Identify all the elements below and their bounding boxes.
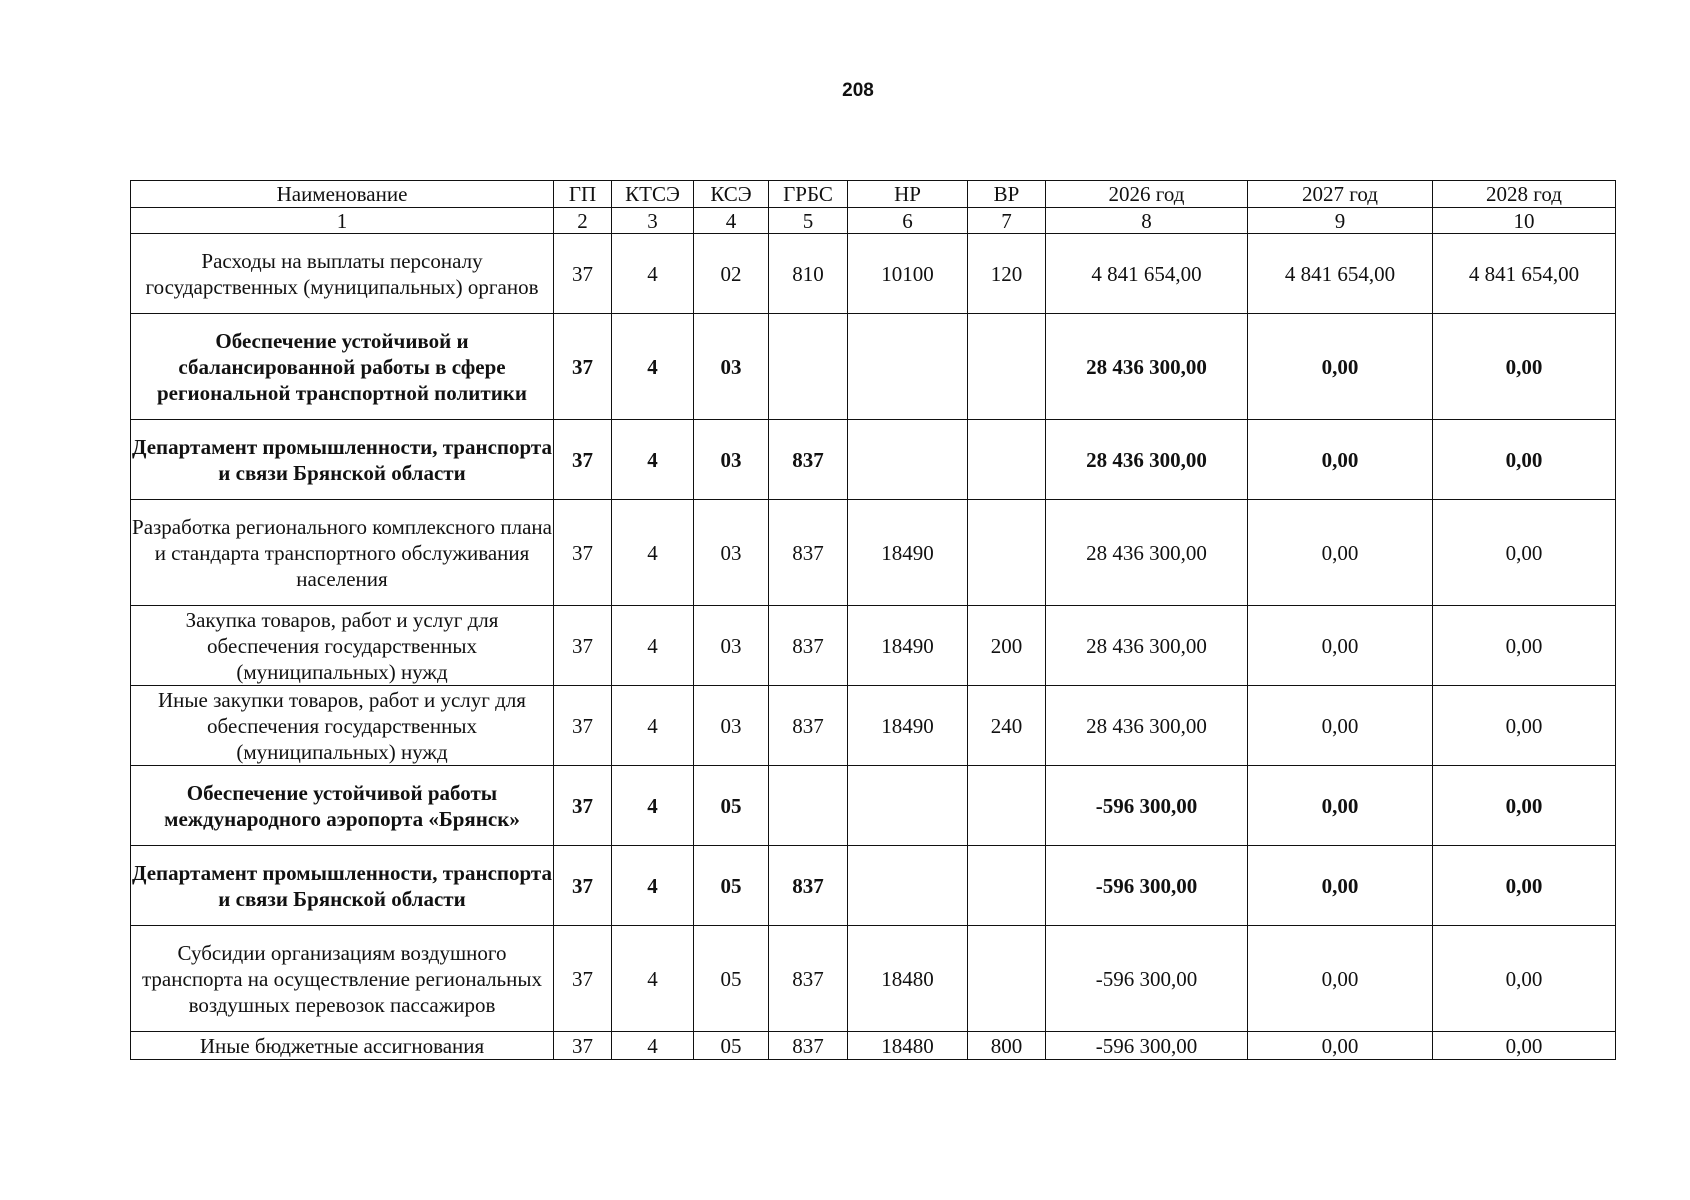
cell-kse: 05 bbox=[694, 846, 769, 926]
cell-2027: 0,00 bbox=[1248, 686, 1433, 766]
header-vr: ВР bbox=[968, 181, 1046, 208]
cell-ktse: 4 bbox=[612, 1032, 694, 1060]
cell-gp: 37 bbox=[554, 500, 612, 606]
cell-nr: 18490 bbox=[848, 500, 968, 606]
cell-kse: 03 bbox=[694, 420, 769, 500]
header-gp: ГП bbox=[554, 181, 612, 208]
cell-2028: 0,00 bbox=[1433, 846, 1616, 926]
cell-2028: 0,00 bbox=[1433, 1032, 1616, 1060]
column-number: 7 bbox=[968, 208, 1046, 234]
table-row bbox=[131, 926, 1616, 1032]
column-number: 4 bbox=[694, 208, 769, 234]
cell-vr: 240 bbox=[968, 686, 1046, 766]
cell-grbs: 837 bbox=[769, 926, 848, 1032]
column-number: 2 bbox=[554, 208, 612, 234]
cell-vr bbox=[968, 846, 1046, 926]
cell-nr bbox=[848, 420, 968, 500]
cell-gp: 37 bbox=[554, 766, 612, 846]
cell-2027: 0,00 bbox=[1248, 766, 1433, 846]
cell-nr: 18490 bbox=[848, 606, 968, 686]
cell-2026: 28 436 300,00 bbox=[1046, 314, 1248, 420]
cell-2028: 0,00 bbox=[1433, 926, 1616, 1032]
cell-kse: 03 bbox=[694, 314, 769, 420]
cell-grbs bbox=[769, 766, 848, 846]
cell-grbs bbox=[769, 314, 848, 420]
cell-ktse: 4 bbox=[612, 606, 694, 686]
cell-grbs: 837 bbox=[769, 686, 848, 766]
cell-2026: 28 436 300,00 bbox=[1046, 420, 1248, 500]
table-row bbox=[131, 1032, 1616, 1060]
cell-ktse: 4 bbox=[612, 766, 694, 846]
cell-gp: 37 bbox=[554, 846, 612, 926]
cell-kse: 03 bbox=[694, 606, 769, 686]
header-grbs: ГРБС bbox=[769, 181, 848, 208]
cell-gp: 37 bbox=[554, 926, 612, 1032]
header-2027: 2027 год bbox=[1248, 181, 1433, 208]
page-number: 208 bbox=[842, 80, 874, 101]
column-number: 3 bbox=[612, 208, 694, 234]
table-row bbox=[131, 420, 1616, 500]
cell-2026: -596 300,00 bbox=[1046, 766, 1248, 846]
cell-nr bbox=[848, 766, 968, 846]
cell-ktse: 4 bbox=[612, 314, 694, 420]
cell-2026: 28 436 300,00 bbox=[1046, 606, 1248, 686]
header-nr: НР bbox=[848, 181, 968, 208]
column-number: 6 bbox=[848, 208, 968, 234]
cell-2026: -596 300,00 bbox=[1046, 926, 1248, 1032]
row-name: Иные бюджетные ассигнования bbox=[131, 1032, 554, 1060]
column-number: 5 bbox=[769, 208, 848, 234]
cell-gp: 37 bbox=[554, 234, 612, 314]
table-row bbox=[131, 234, 1616, 314]
header-2026: 2026 год bbox=[1046, 181, 1248, 208]
cell-nr: 18480 bbox=[848, 926, 968, 1032]
table-row bbox=[131, 846, 1616, 926]
cell-2027: 0,00 bbox=[1248, 606, 1433, 686]
cell-2028: 0,00 bbox=[1433, 500, 1616, 606]
cell-kse: 03 bbox=[694, 686, 769, 766]
table-row bbox=[131, 686, 1616, 766]
cell-vr bbox=[968, 926, 1046, 1032]
cell-kse: 05 bbox=[694, 766, 769, 846]
table-row bbox=[131, 606, 1616, 686]
cell-grbs: 837 bbox=[769, 606, 848, 686]
cell-ktse: 4 bbox=[612, 500, 694, 606]
header-ktse: КТСЭ bbox=[612, 181, 694, 208]
cell-ktse: 4 bbox=[612, 420, 694, 500]
row-name: Разработка регионального комплексного плана и стандарта транспортного обслуживания населения bbox=[131, 500, 554, 606]
cell-kse: 05 bbox=[694, 926, 769, 1032]
cell-2027: 0,00 bbox=[1248, 846, 1433, 926]
row-name: Обеспечение устойчивой работы международного аэропорта «Брянск» bbox=[131, 766, 554, 846]
cell-gp: 37 bbox=[554, 686, 612, 766]
cell-2027: 0,00 bbox=[1248, 500, 1433, 606]
cell-nr: 10100 bbox=[848, 234, 968, 314]
cell-vr: 200 bbox=[968, 606, 1046, 686]
cell-gp: 37 bbox=[554, 420, 612, 500]
cell-ktse: 4 bbox=[612, 926, 694, 1032]
cell-2028: 0,00 bbox=[1433, 766, 1616, 846]
cell-2026: 28 436 300,00 bbox=[1046, 686, 1248, 766]
cell-ktse: 4 bbox=[612, 234, 694, 314]
column-number: 8 bbox=[1046, 208, 1248, 234]
cell-nr bbox=[848, 314, 968, 420]
cell-vr bbox=[968, 314, 1046, 420]
cell-kse: 03 bbox=[694, 500, 769, 606]
cell-grbs: 837 bbox=[769, 420, 848, 500]
cell-2028: 0,00 bbox=[1433, 314, 1616, 420]
table-row bbox=[131, 314, 1616, 420]
column-number: 10 bbox=[1433, 208, 1616, 234]
cell-grbs: 837 bbox=[769, 500, 848, 606]
column-number-row bbox=[131, 208, 1616, 234]
cell-2026: 28 436 300,00 bbox=[1046, 500, 1248, 606]
row-name: Иные закупки товаров, работ и услуг для обеспечения государственных (муниципальных) нужд bbox=[131, 686, 554, 766]
row-name: Расходы на выплаты персоналу государственных (муниципальных) органов bbox=[131, 234, 554, 314]
cell-2027: 0,00 bbox=[1248, 1032, 1433, 1060]
row-name: Субсидии организациям воздушного транспорта на осуществление региональных воздушных перевозок пассажиров bbox=[131, 926, 554, 1032]
cell-gp: 37 bbox=[554, 1032, 612, 1060]
cell-2027: 0,00 bbox=[1248, 314, 1433, 420]
row-name: Департамент промышленности, транспорта и связи Брянской области bbox=[131, 420, 554, 500]
cell-grbs: 810 bbox=[769, 234, 848, 314]
cell-2026: -596 300,00 bbox=[1046, 846, 1248, 926]
cell-vr: 120 bbox=[968, 234, 1046, 314]
cell-nr: 18480 bbox=[848, 1032, 968, 1060]
header-2028: 2028 год bbox=[1433, 181, 1616, 208]
cell-gp: 37 bbox=[554, 606, 612, 686]
cell-2028: 0,00 bbox=[1433, 420, 1616, 500]
header-name: Наименование bbox=[131, 181, 554, 208]
row-name: Департамент промышленности, транспорта и связи Брянской области bbox=[131, 846, 554, 926]
cell-ktse: 4 bbox=[612, 686, 694, 766]
table-row bbox=[131, 500, 1616, 606]
row-name: Закупка товаров, работ и услуг для обеспечения государственных (муниципальных) нужд bbox=[131, 606, 554, 686]
table-row bbox=[131, 766, 1616, 846]
cell-2028: 4 841 654,00 bbox=[1433, 234, 1616, 314]
cell-nr bbox=[848, 846, 968, 926]
cell-kse: 05 bbox=[694, 1032, 769, 1060]
cell-vr bbox=[968, 766, 1046, 846]
row-name: Обеспечение устойчивой и сбалансированной работы в сфере региональной транспортной политики bbox=[131, 314, 554, 420]
cell-vr bbox=[968, 500, 1046, 606]
cell-2026: 4 841 654,00 bbox=[1046, 234, 1248, 314]
cell-vr bbox=[968, 420, 1046, 500]
cell-nr: 18490 bbox=[848, 686, 968, 766]
cell-vr: 800 bbox=[968, 1032, 1046, 1060]
budget-table bbox=[130, 180, 1616, 1060]
header-kse: КСЭ bbox=[694, 181, 769, 208]
cell-kse: 02 bbox=[694, 234, 769, 314]
cell-grbs: 837 bbox=[769, 1032, 848, 1060]
column-number: 9 bbox=[1248, 208, 1433, 234]
cell-2028: 0,00 bbox=[1433, 606, 1616, 686]
cell-ktse: 4 bbox=[612, 846, 694, 926]
cell-2028: 0,00 bbox=[1433, 686, 1616, 766]
column-number: 1 bbox=[131, 208, 554, 234]
cell-2027: 0,00 bbox=[1248, 420, 1433, 500]
cell-gp: 37 bbox=[554, 314, 612, 420]
cell-2027: 4 841 654,00 bbox=[1248, 234, 1433, 314]
cell-grbs: 837 bbox=[769, 846, 848, 926]
cell-2026: -596 300,00 bbox=[1046, 1032, 1248, 1060]
cell-2027: 0,00 bbox=[1248, 926, 1433, 1032]
header-row bbox=[131, 181, 1616, 208]
